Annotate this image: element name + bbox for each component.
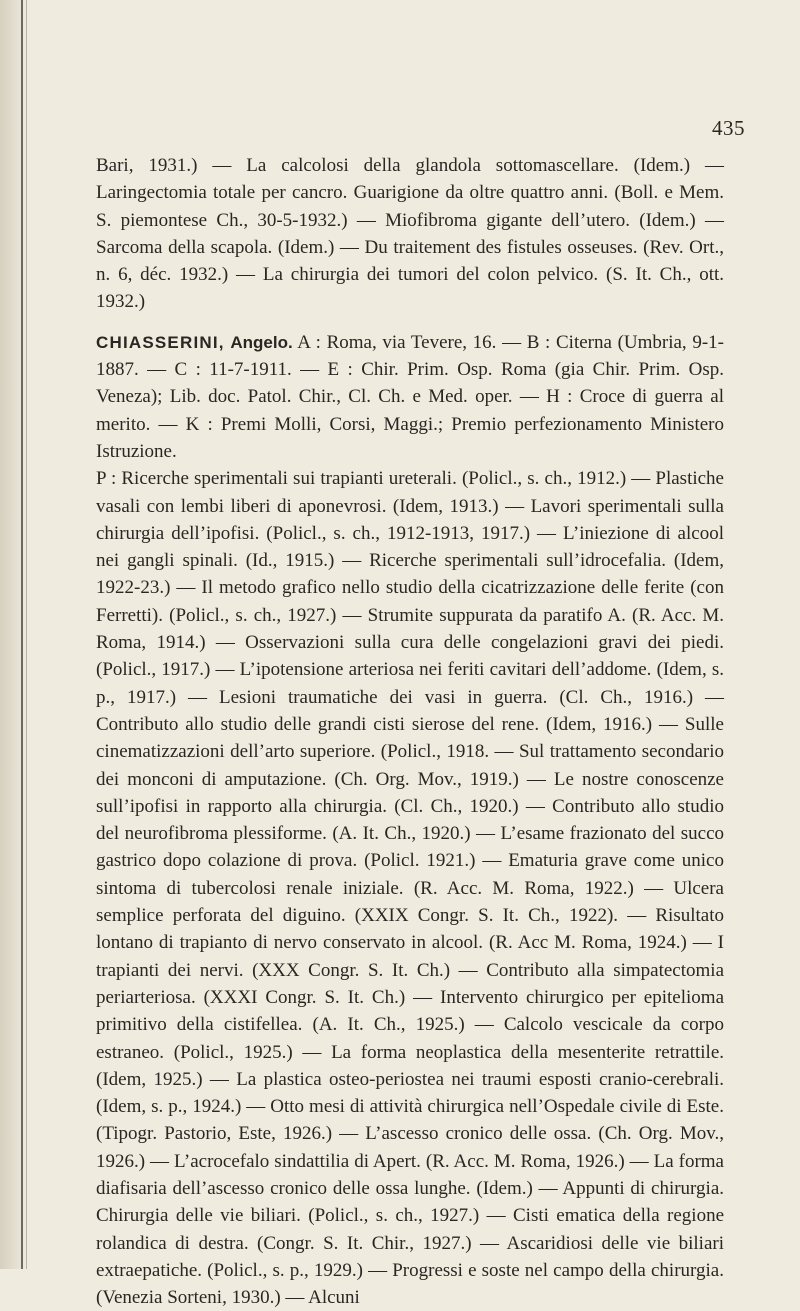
biographical-entry	[96, 329, 724, 465]
gutter-rule	[21, 0, 23, 1269]
entry-publications: P : Ricerche sperimentali sui trapianti ureterali. (Policl., s. ch., 1912.) — Plastiche vasali con lembi liberi di aponevrosi. (Idem, 1913.) — Lavori sperimentali sulla chirurgia dell’ipofisi. (Policl., s. ch., 1912-1913, 1917.) — L’iniezione di alcool nei gangli spinali. (Id., 1915.) — Ricerche sperimentali sull’idrocefalia. (Idem, 1922-23.) — Il metodo grafico nello studio della cicatrizzazione delle ferite (con Ferretti). (Policl., s. ch., 1927.) — Strumite suppurata da paratifo A. (R. Acc. M. Roma, 1914.) — Osservazioni sulla cura delle congelazioni gravi dei piedi. (Policl., 1917.) — L’ipotensione arteriosa nei feriti cavitari dell’addome. (Idem, s. p., 1917.) — Lesioni traumatiche dei vasi in guerra. (Cl. Ch., 1916.) — Contributo allo studio delle grandi cisti sierose del rene. (Idem, 1916.) — Sulle cinematizzazioni dell’arto superiore. (Policl., 1918. — Sul trattamento secondario dei monconi di amputazione. (Ch. Org. Mov., 1919.) — Le nostre conoscenze sull’ipofisi in rapporto alla chirurgia. (Cl. Ch., 1920.) — Contributo allo studio del neurofibroma plessiforme. (A. It. Ch., 1920.) — L’esame frazionato del succo gastrico dopo colazione di prova. (Policl. 1921.) — Ematuria grave come unico sintoma di tubercolosi renale iniziale. (R. Acc. M. Roma, 1922.) — Ulcera semplice perforata del diguino. (XXIX Congr. S. It. Ch., 1922). — Risultato lontano di trapianto di nervo conservato in alcool. (R. Acc M. Roma, 1924.) — I trapianti dei nervi. (XXX Congr. S. It. Ch.) — Contributo alla simpatectomia periarteriosa. (XXXI Congr. S. It. Ch.) — Intervento chirurgico per epitelioma primitivo della cistifellea. (A. It. Ch., 1925.) — Calcolo vescicale da corpo estraneo. (Policl., 1925.) — La forma neoplastica della mesenterite retrattile. (Idem, 1925.) — La plastica osteo-periostea nei traumi esposti cranio-cerebrali. (Idem, s. p., 1924.) — Otto mesi di attività chirurgica nell’Ospedale civile di Este. (Tipogr. Pastorio, Este, 1926.) — L’ascesso cronico delle ossa. (Ch. Org. Mov., 1926.) — L’acrocefalo sindattilia di Apert. (R. Acc. M. Roma, 1926.) — La forma diafisaria dell’ascesso cronico delle ossa lunghe. (Idem.) — Appunti di chirurgia. Chirurgia delle vie biliari. (Policl., s. ch., 1927.) — Cisti ematica della regione rolandica di destra. (Congr. S. It. Chir., 1927.) — Ascaridiosi delle vie biliari extraepatiche. (Policl., s. p., 1929.) — Progressi e soste nel campo della chirurgia. (Venezia Sorteni, 1930.) — Alcuni	[96, 468, 724, 1309]
previous-entry-continuation: Bari, 1931.) — La calcolosi della glandola sottomascellare. (Idem.) — Laringectomia totale per cancro. Guarigione da oltre quattro anni. (Boll. e Mem. S. piemontese Ch., 30-5-1932.) — Miofibroma gigante dell’utero. (Idem.) — Sarcoma della scapola. (Idem.) — Du traitement des fistules osseuses. (Rev. Ort., n. 6, déc. 1932.) — La chirurgia dei tumori del colon pelvico. (S. It. Ch., ott. 1932.)	[96, 155, 724, 313]
gutter-rule-light	[26, 0, 27, 1269]
entry-surname: CHIASSERINI,	[96, 332, 225, 352]
page-number: 435	[712, 116, 745, 140]
page-body	[96, 152, 724, 1311]
entry-details: A : Roma, via Tevere, 16. — B : Citerna (Umbria, 9-1-1887. — C : 11-7-1911. — E : Chir. Prim. Osp. Roma (gia Chir. Prim. Osp. Veneza); Lib. doc. Patol. Chir., Cl. Ch. e Med. oper. — H : Croce di guerra al merito. — K : Premi Molli, Corsi, Maggi.; Premio perfezionamento Ministero Istruzione.	[96, 331, 724, 462]
entry-given-name: Angelo.	[230, 332, 293, 352]
